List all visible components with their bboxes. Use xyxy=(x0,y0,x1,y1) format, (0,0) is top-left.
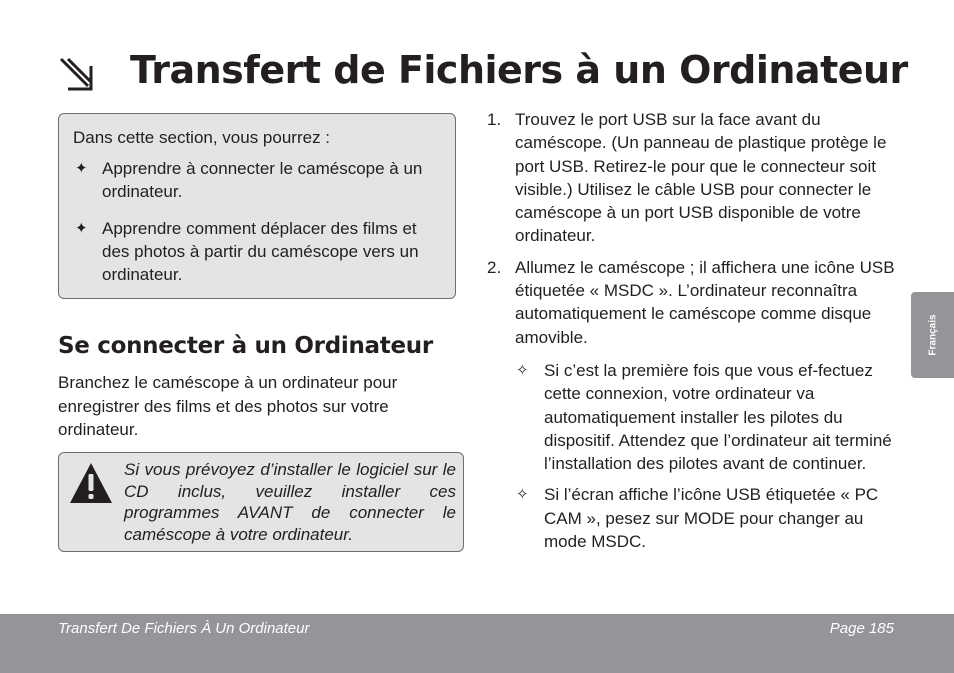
step-text: Trouvez le port USB sur la face avant du caméscope. (Un panneau de plastique protège le port USB. Retirez-le pour que le connecteur soit visible.) Utilisez le câble USB pour connecter le caméscope à un port USB disponible de votre ordinateur. xyxy=(515,110,887,246)
sub-item-text: Si c’est la première fois que vous ef-fectuez cette connexion, votre ordinateur va automatiquement installer les pilotes du dispositif. Attendez que l’ordinateur ait terminé l’installation des pilotes avant de continuer. xyxy=(544,360,892,474)
warning-text: Si vous prévoyez d’installer le logiciel sur le CD inclus, veuillez installer ces programmes AVANT de connecter le caméscope à votre ordinateur. xyxy=(124,460,456,544)
step-number: 1. xyxy=(487,110,502,129)
list-item xyxy=(487,108,899,248)
warning-triangle-icon xyxy=(68,461,114,505)
title-row xyxy=(58,48,918,108)
intro-box xyxy=(58,113,456,299)
four-point-star-outline-icon: ✧ xyxy=(516,361,529,379)
step-text: Allumez le caméscope ; il affichera une icône USB étiquetée « MSDC ». L’ordinateur reconnaîtra automatiquement le caméscope comme disque amovible. xyxy=(515,257,895,347)
four-point-star-icon: ✦ xyxy=(75,220,88,237)
arrow-down-right-icon xyxy=(58,56,94,92)
sub-list xyxy=(515,359,899,553)
four-point-star-outline-icon: ✧ xyxy=(516,486,529,504)
sub-item-text: Si l’écran affiche l’icône USB étiquetée « PC CAM », pesez sur MODE pour changer au mode MSDC. xyxy=(544,485,879,552)
section-paragraph: Branchez le caméscope à un ordinateur pour enregistrer des films et des photos sur votre ordinateur. xyxy=(58,373,398,439)
steps-list xyxy=(487,108,899,561)
page-number: Page 185 xyxy=(829,620,894,637)
step-number: 2. xyxy=(487,257,502,277)
intro-item-text: Apprendre à connecter le caméscope à un ordinateur. xyxy=(102,159,423,201)
language-tab xyxy=(911,292,954,378)
list-item xyxy=(73,157,441,203)
list-item xyxy=(515,483,899,553)
intro-item-text: Apprendre comment déplacer des films et des photos à partir du caméscope vers un ordinateur. xyxy=(102,219,419,284)
intro-list xyxy=(73,157,441,286)
list-item xyxy=(73,217,441,286)
four-point-star-icon: ✦ xyxy=(75,160,88,177)
list-item xyxy=(515,359,899,475)
page-title: Transfert de Fichiers à un Ordinateur xyxy=(130,48,908,92)
list-item xyxy=(487,256,899,554)
section-heading: Se connecter à un Ordinateur xyxy=(58,333,433,359)
footer-bar xyxy=(0,614,954,673)
warning-box xyxy=(58,452,464,552)
language-tab-label: Français xyxy=(927,314,938,356)
intro-lead: Dans cette section, vous pourrez : xyxy=(73,128,331,147)
footer-chapter-title: Transfert De Fichiers À Un Ordinateur xyxy=(58,620,310,637)
